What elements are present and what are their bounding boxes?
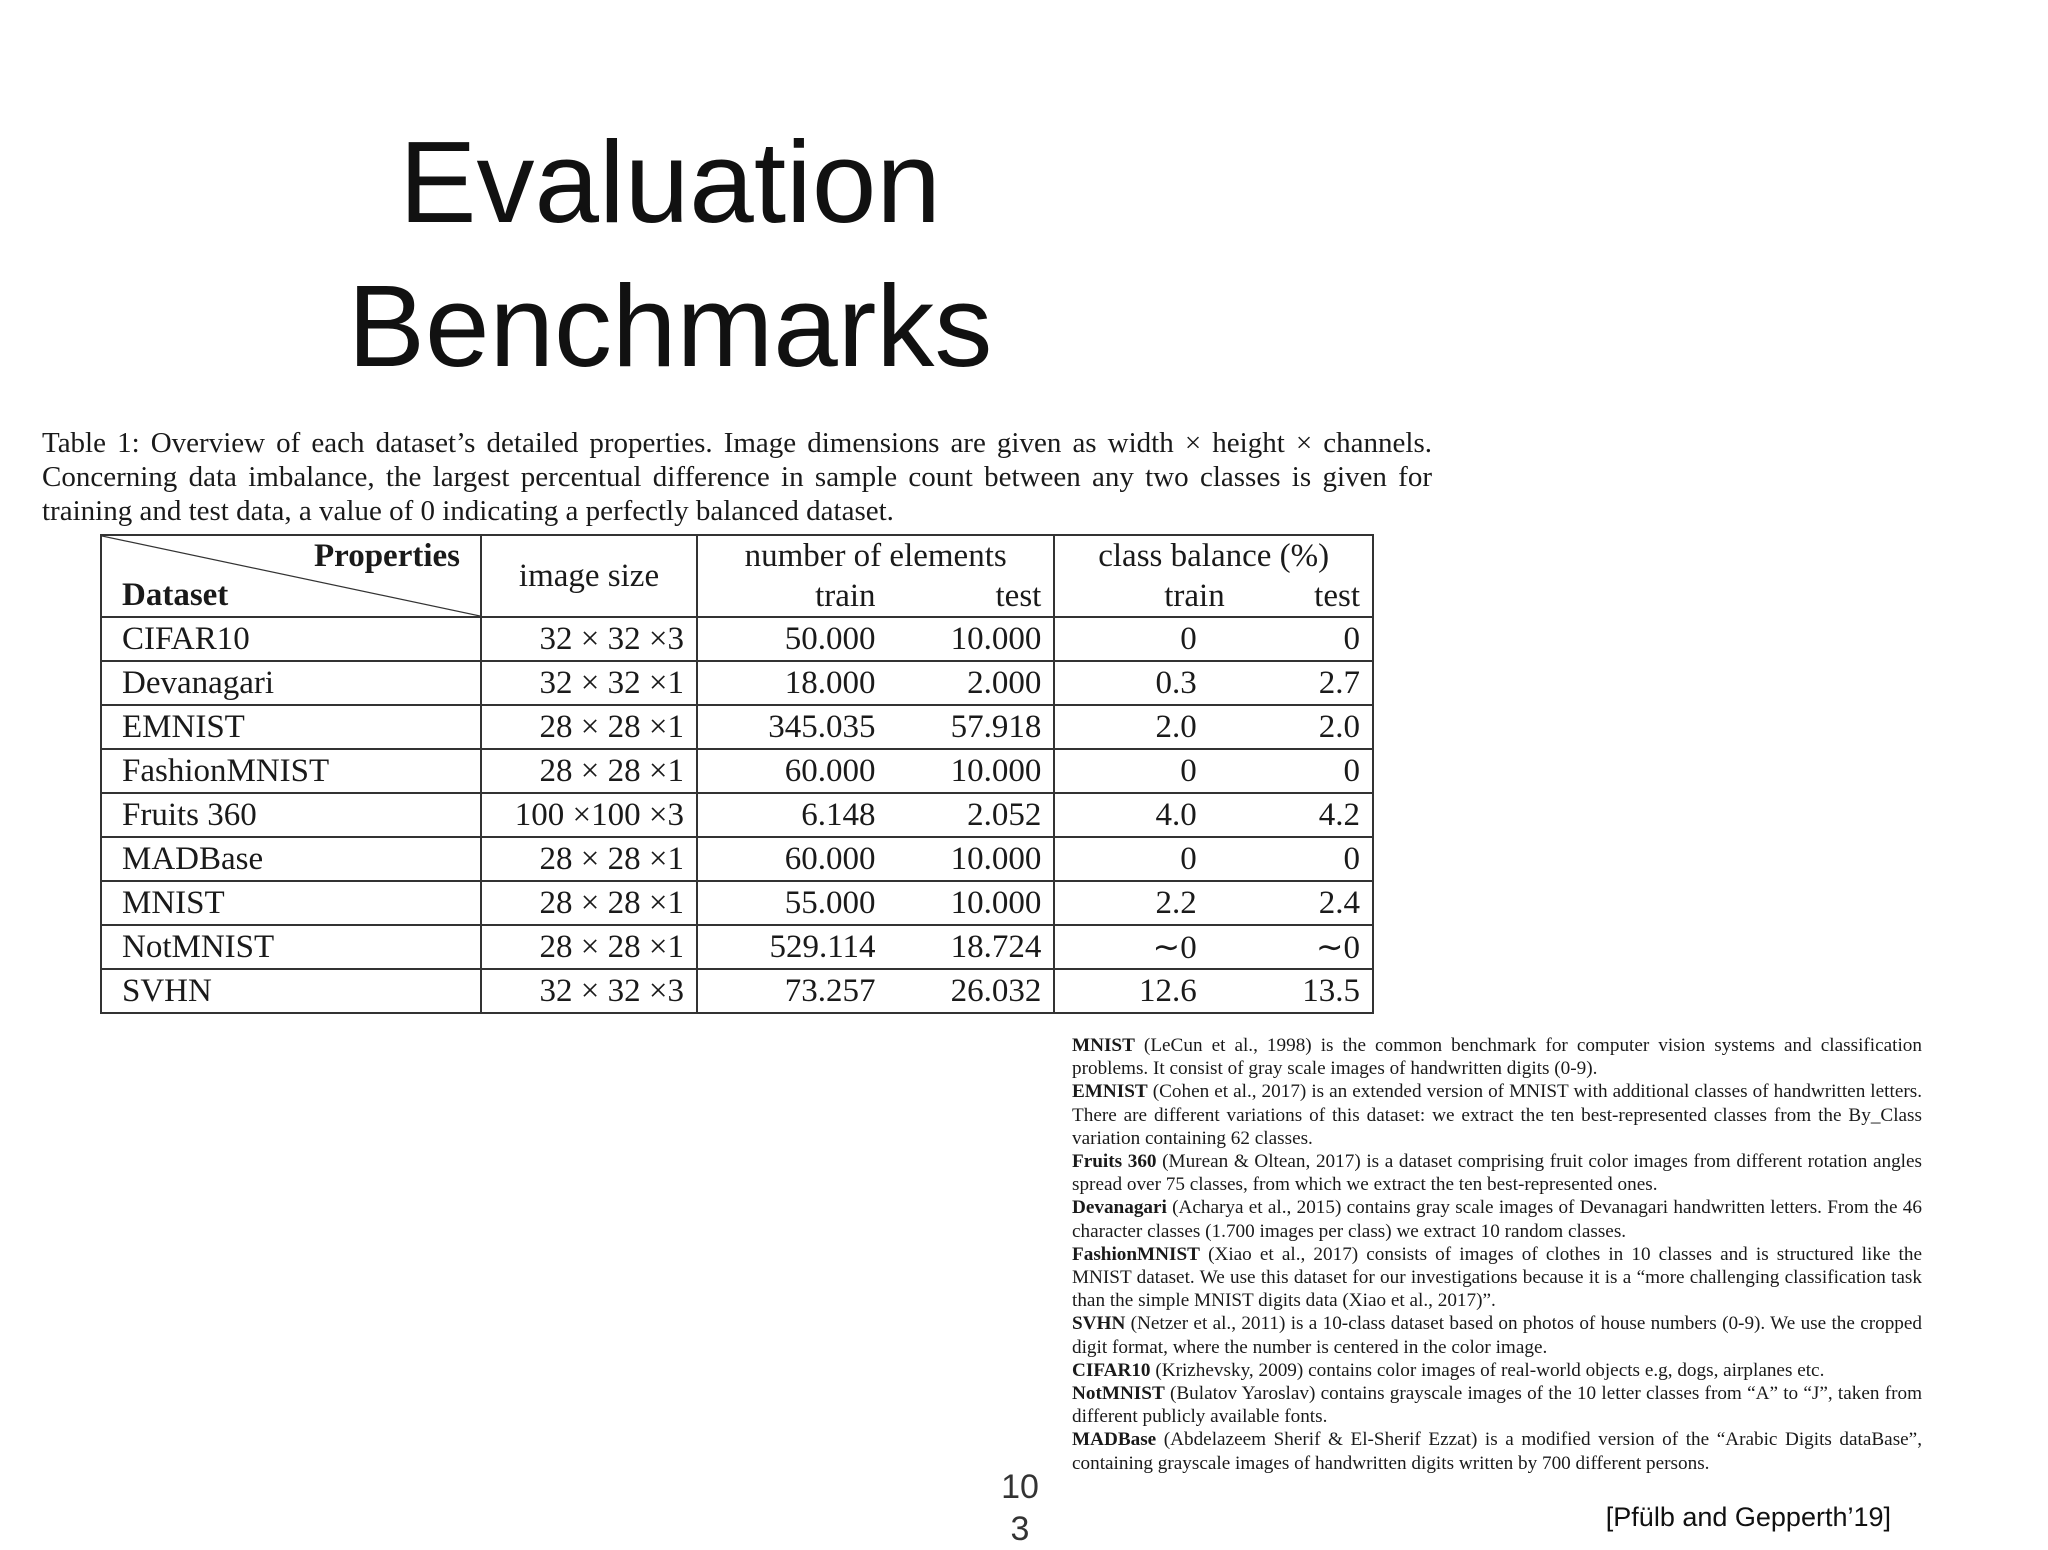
table-row [101, 705, 1373, 749]
cell-test-count: 10.000 [888, 881, 1055, 925]
cell-balance-train: 2.0 [1054, 705, 1236, 749]
description-fruits360 [1072, 1150, 1922, 1196]
description-notmnist [1072, 1382, 1922, 1428]
cell-balance-test: 0 [1237, 749, 1373, 793]
cell-balance-test: 13.5 [1237, 969, 1373, 1013]
description-name: CIFAR10 [1072, 1359, 1151, 1381]
description-text: (Xiao et al., 2017) consists of images of clothes in 10 classes and is structured like the MNIST dataset. We use this dataset for our investigations because it is a “more challenging classification task than the simple MNIST digits data (Xiao et al., 2017)”. [1072, 1243, 1922, 1312]
cell-balance-train: 12.6 [1054, 969, 1236, 1013]
cell-balance-test: ∼0 [1237, 925, 1373, 969]
header-elements-train: train [697, 576, 888, 617]
cell-balance-train: 2.2 [1054, 881, 1236, 925]
description-text: (Bulatov Yaroslav) contains grayscale images of the 10 letter classes from “A” to “J”, taken from different publicly available fonts. [1072, 1383, 1922, 1428]
header-balance-test: test [1237, 576, 1373, 617]
header-image-size: image size [481, 535, 697, 617]
dataset-properties-table [100, 534, 1374, 1014]
cell-image-size: 28 × 28 ×1 [481, 925, 697, 969]
description-text: (Acharya et al., 2015) contains gray scale images of Devanagari handwritten letters. From the 46 character classes (1.700 images per class) we extract 10 random classes. [1072, 1197, 1922, 1242]
cell-train-count: 529.114 [697, 925, 888, 969]
description-name: EMNIST [1072, 1081, 1148, 1103]
cell-train-count: 60.000 [697, 749, 888, 793]
description-madbase [1072, 1428, 1922, 1474]
cell-train-count: 55.000 [697, 881, 888, 925]
cell-balance-test: 0 [1237, 837, 1373, 881]
header-dataset: Dataset [122, 577, 229, 613]
cell-dataset: SVHN [101, 969, 481, 1013]
table-row [101, 969, 1373, 1013]
cell-test-count: 10.000 [888, 837, 1055, 881]
description-text: (Murean & Oltean, 2017) is a dataset comprising fruit color images from different rotation angles spread over 75 classes, from which we extract the ten best-represented ones. [1072, 1151, 1922, 1196]
dataset-descriptions [1072, 1034, 1922, 1475]
cell-balance-test: 2.7 [1237, 661, 1373, 705]
cell-balance-train: 0.3 [1054, 661, 1236, 705]
description-name: NotMNIST [1072, 1383, 1165, 1405]
table-row [101, 749, 1373, 793]
page-number [990, 1466, 1050, 1550]
cell-train-count: 50.000 [697, 617, 888, 661]
description-text: (Netzer et al., 2011) is a 10-class dataset based on photos of house numbers (0-9). We use the cropped digit format, where the number is centered in the color image. [1072, 1313, 1922, 1358]
description-text: (Krizhevsky, 2009) contains color images of real-world objects e.g, dogs, airplanes etc. [1150, 1359, 1825, 1381]
table-header-row [101, 535, 1373, 576]
cell-train-count: 73.257 [697, 969, 888, 1013]
cell-test-count: 10.000 [888, 617, 1055, 661]
cell-balance-test: 4.2 [1237, 793, 1373, 837]
table-row [101, 793, 1373, 837]
description-mnist [1072, 1034, 1922, 1080]
table-row [101, 837, 1373, 881]
cell-dataset: Devanagari [101, 661, 481, 705]
diagonal-header-cell [101, 535, 481, 617]
cell-image-size: 28 × 28 ×1 [481, 837, 697, 881]
cell-train-count: 345.035 [697, 705, 888, 749]
cell-dataset: MADBase [101, 837, 481, 881]
cell-balance-train: ∼0 [1054, 925, 1236, 969]
description-name: FashionMNIST [1072, 1243, 1200, 1265]
slide-title [250, 110, 1090, 398]
slide-title-line1: Evaluation [399, 117, 941, 247]
cell-image-size: 100 ×100 ×3 [481, 793, 697, 837]
cell-dataset: NotMNIST [101, 925, 481, 969]
cell-balance-train: 4.0 [1054, 793, 1236, 837]
cell-image-size: 28 × 28 ×1 [481, 749, 697, 793]
table-caption: Table 1: Overview of each dataset’s detailed properties. Image dimensions are given as width × height × channels. Concerning data imbalance, the largest percentual difference in sample count between any two classes is given for training and test data, a value of 0 indicating a perfectly balanced dataset. [42, 427, 1432, 527]
description-name: Devanagari [1072, 1197, 1167, 1219]
header-class-balance: class balance (%) [1054, 535, 1373, 576]
cell-train-count: 6.148 [697, 793, 888, 837]
table-row [101, 661, 1373, 705]
header-number-of-elements: number of elements [697, 535, 1054, 576]
page-number-line2: 3 [1010, 1510, 1030, 1548]
cell-dataset: FashionMNIST [101, 749, 481, 793]
description-name: MADBase [1072, 1429, 1157, 1451]
cell-dataset: EMNIST [101, 705, 481, 749]
cell-image-size: 32 × 32 ×3 [481, 617, 697, 661]
cell-image-size: 28 × 28 ×1 [481, 881, 697, 925]
table-row [101, 925, 1373, 969]
table-row [101, 881, 1373, 925]
cell-image-size: 32 × 32 ×3 [481, 969, 697, 1013]
cell-dataset: MNIST [101, 881, 481, 925]
cell-train-count: 18.000 [697, 661, 888, 705]
description-text: (Cohen et al., 2017) is an extended version of MNIST with additional classes of handwritten letters. There are different variations of this dataset: we extract the ten best-represented classes from the By_Class variation containing 62 classes. [1072, 1081, 1922, 1149]
cell-train-count: 60.000 [697, 837, 888, 881]
table-row [101, 617, 1373, 661]
page-number-line1: 10 [1001, 1468, 1039, 1506]
cell-balance-test: 2.4 [1237, 881, 1373, 925]
description-name: MNIST [1072, 1035, 1135, 1056]
cell-dataset: Fruits 360 [101, 793, 481, 837]
cell-test-count: 57.918 [888, 705, 1055, 749]
description-emnist [1072, 1080, 1922, 1150]
header-elements-test: test [888, 576, 1055, 617]
slide-title-line2: Benchmarks [347, 261, 993, 391]
cell-image-size: 32 × 32 ×1 [481, 661, 697, 705]
description-devanagari [1072, 1196, 1922, 1242]
description-name: SVHN [1072, 1313, 1126, 1335]
cell-test-count: 10.000 [888, 749, 1055, 793]
cell-balance-test: 0 [1237, 617, 1373, 661]
description-cifar10 [1072, 1359, 1922, 1382]
description-fashionmnist [1072, 1243, 1922, 1313]
cell-balance-train: 0 [1054, 837, 1236, 881]
cell-test-count: 2.052 [888, 793, 1055, 837]
cell-test-count: 2.000 [888, 661, 1055, 705]
description-text: (Abdelazeem Sherif & El-Sherif Ezzat) is a modified version of the “Arabic Digits dataBase”, containing grayscale images of handwritten digits written by 700 different persons. [1072, 1429, 1922, 1474]
cell-balance-train: 0 [1054, 617, 1236, 661]
cell-balance-train: 0 [1054, 749, 1236, 793]
cell-dataset: CIFAR10 [101, 617, 481, 661]
cell-balance-test: 2.0 [1237, 705, 1373, 749]
description-text: (LeCun et al., 1998) is the common benchmark for computer vision systems and classification problems. It consist of gray scale images of handwritten digits (0-9). [1072, 1035, 1922, 1080]
cell-test-count: 26.032 [888, 969, 1055, 1013]
cell-image-size: 28 × 28 ×1 [481, 705, 697, 749]
description-svhn [1072, 1312, 1922, 1358]
citation: [Pfülb and Gepperth’19] [1605, 1502, 1891, 1532]
description-name: Fruits 360 [1072, 1151, 1157, 1173]
header-balance-train: train [1054, 576, 1236, 617]
header-properties: Properties [313, 538, 460, 574]
cell-test-count: 18.724 [888, 925, 1055, 969]
